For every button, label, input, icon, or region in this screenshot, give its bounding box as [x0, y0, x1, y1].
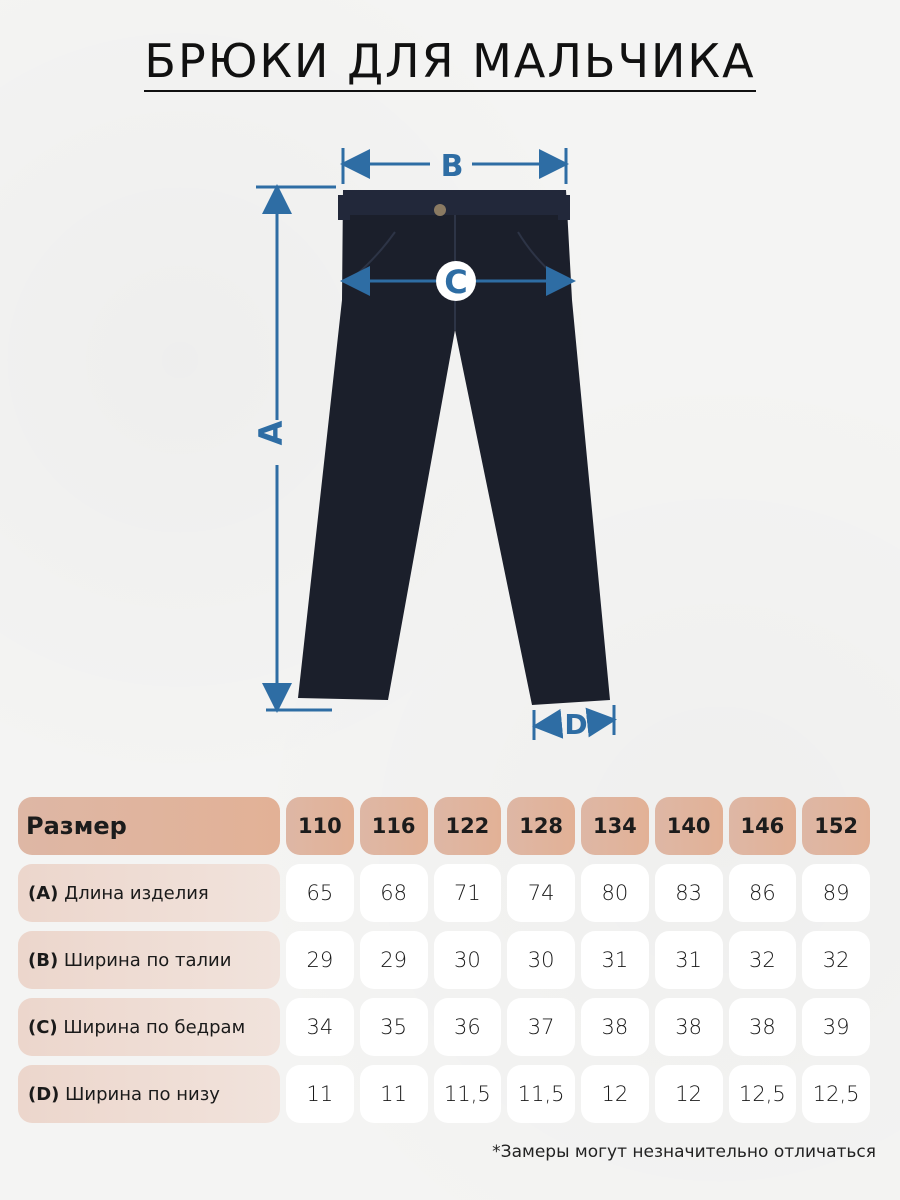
dimension-d — [534, 705, 614, 741]
table-row-waist — [18, 931, 870, 989]
label-d: D — [564, 708, 588, 741]
size-header-cell: 128 — [507, 797, 575, 855]
row-label-length — [18, 864, 280, 922]
table-cell: 38 — [729, 998, 797, 1056]
measurement-note: *Замеры могут незначительно отличаться — [492, 1142, 876, 1162]
table-cell: 31 — [655, 931, 723, 989]
table-cell: 12,5 — [802, 1065, 870, 1123]
table-cell: 12,5 — [729, 1065, 797, 1123]
table-cell: 38 — [581, 998, 649, 1056]
table-row-hem — [18, 1065, 870, 1123]
table-cell: 37 — [507, 998, 575, 1056]
table-cell: 11,5 — [434, 1065, 502, 1123]
size-header-label: Размер — [18, 797, 280, 855]
size-header-cell: 122 — [434, 797, 502, 855]
table-cell: 86 — [729, 864, 797, 922]
table-cell: 89 — [802, 864, 870, 922]
table-cell: 31 — [581, 931, 649, 989]
table-cell: 29 — [360, 931, 428, 989]
table-cell: 71 — [434, 864, 502, 922]
table-cell: 35 — [360, 998, 428, 1056]
table-cell: 32 — [729, 931, 797, 989]
table-cell: 32 — [802, 931, 870, 989]
size-header-cell: 116 — [360, 797, 428, 855]
size-table — [12, 788, 876, 1132]
row-code: (C) — [28, 1016, 58, 1038]
size-header-cell: 146 — [729, 797, 797, 855]
size-header-cell: 134 — [581, 797, 649, 855]
table-row-length — [18, 864, 870, 922]
table-cell: 39 — [802, 998, 870, 1056]
table-cell: 80 — [581, 864, 649, 922]
table-cell: 38 — [655, 998, 723, 1056]
size-header-cell: 140 — [655, 797, 723, 855]
label-a: A — [252, 420, 290, 446]
label-b: B — [440, 149, 464, 184]
size-header-row — [18, 797, 870, 855]
row-code: (B) — [28, 949, 59, 971]
table-cell: 12 — [655, 1065, 723, 1123]
table-cell: 74 — [507, 864, 575, 922]
size-header-cell: 152 — [802, 797, 870, 855]
table-cell: 11 — [360, 1065, 428, 1123]
table-cell: 12 — [581, 1065, 649, 1123]
table-row-hips — [18, 998, 870, 1056]
row-name: Ширина по бедрам — [63, 1016, 246, 1038]
row-label-hips — [18, 998, 280, 1056]
table-cell: 11 — [286, 1065, 354, 1123]
table-cell: 36 — [434, 998, 502, 1056]
size-header-cell: 110 — [286, 797, 354, 855]
row-label-hem — [18, 1065, 280, 1123]
table-cell: 83 — [655, 864, 723, 922]
page-title-text: БРЮКИ ДЛЯ МАЛЬЧИКА — [144, 34, 755, 92]
row-label-waist — [18, 931, 280, 989]
table-cell: 30 — [507, 931, 575, 989]
row-name: Ширина по низу — [65, 1083, 220, 1105]
table-cell: 30 — [434, 931, 502, 989]
row-code: (A) — [28, 882, 59, 904]
button-detail — [434, 204, 446, 216]
row-name: Ширина по талии — [63, 949, 232, 971]
table-cell: 11,5 — [507, 1065, 575, 1123]
table-cell: 65 — [286, 864, 354, 922]
table-cell: 29 — [286, 931, 354, 989]
row-code: (D) — [28, 1083, 60, 1105]
label-c: C — [444, 263, 468, 301]
table-cell: 68 — [360, 864, 428, 922]
table-cell: 34 — [286, 998, 354, 1056]
dimension-b — [343, 148, 566, 184]
row-name: Длина изделия — [64, 882, 209, 904]
